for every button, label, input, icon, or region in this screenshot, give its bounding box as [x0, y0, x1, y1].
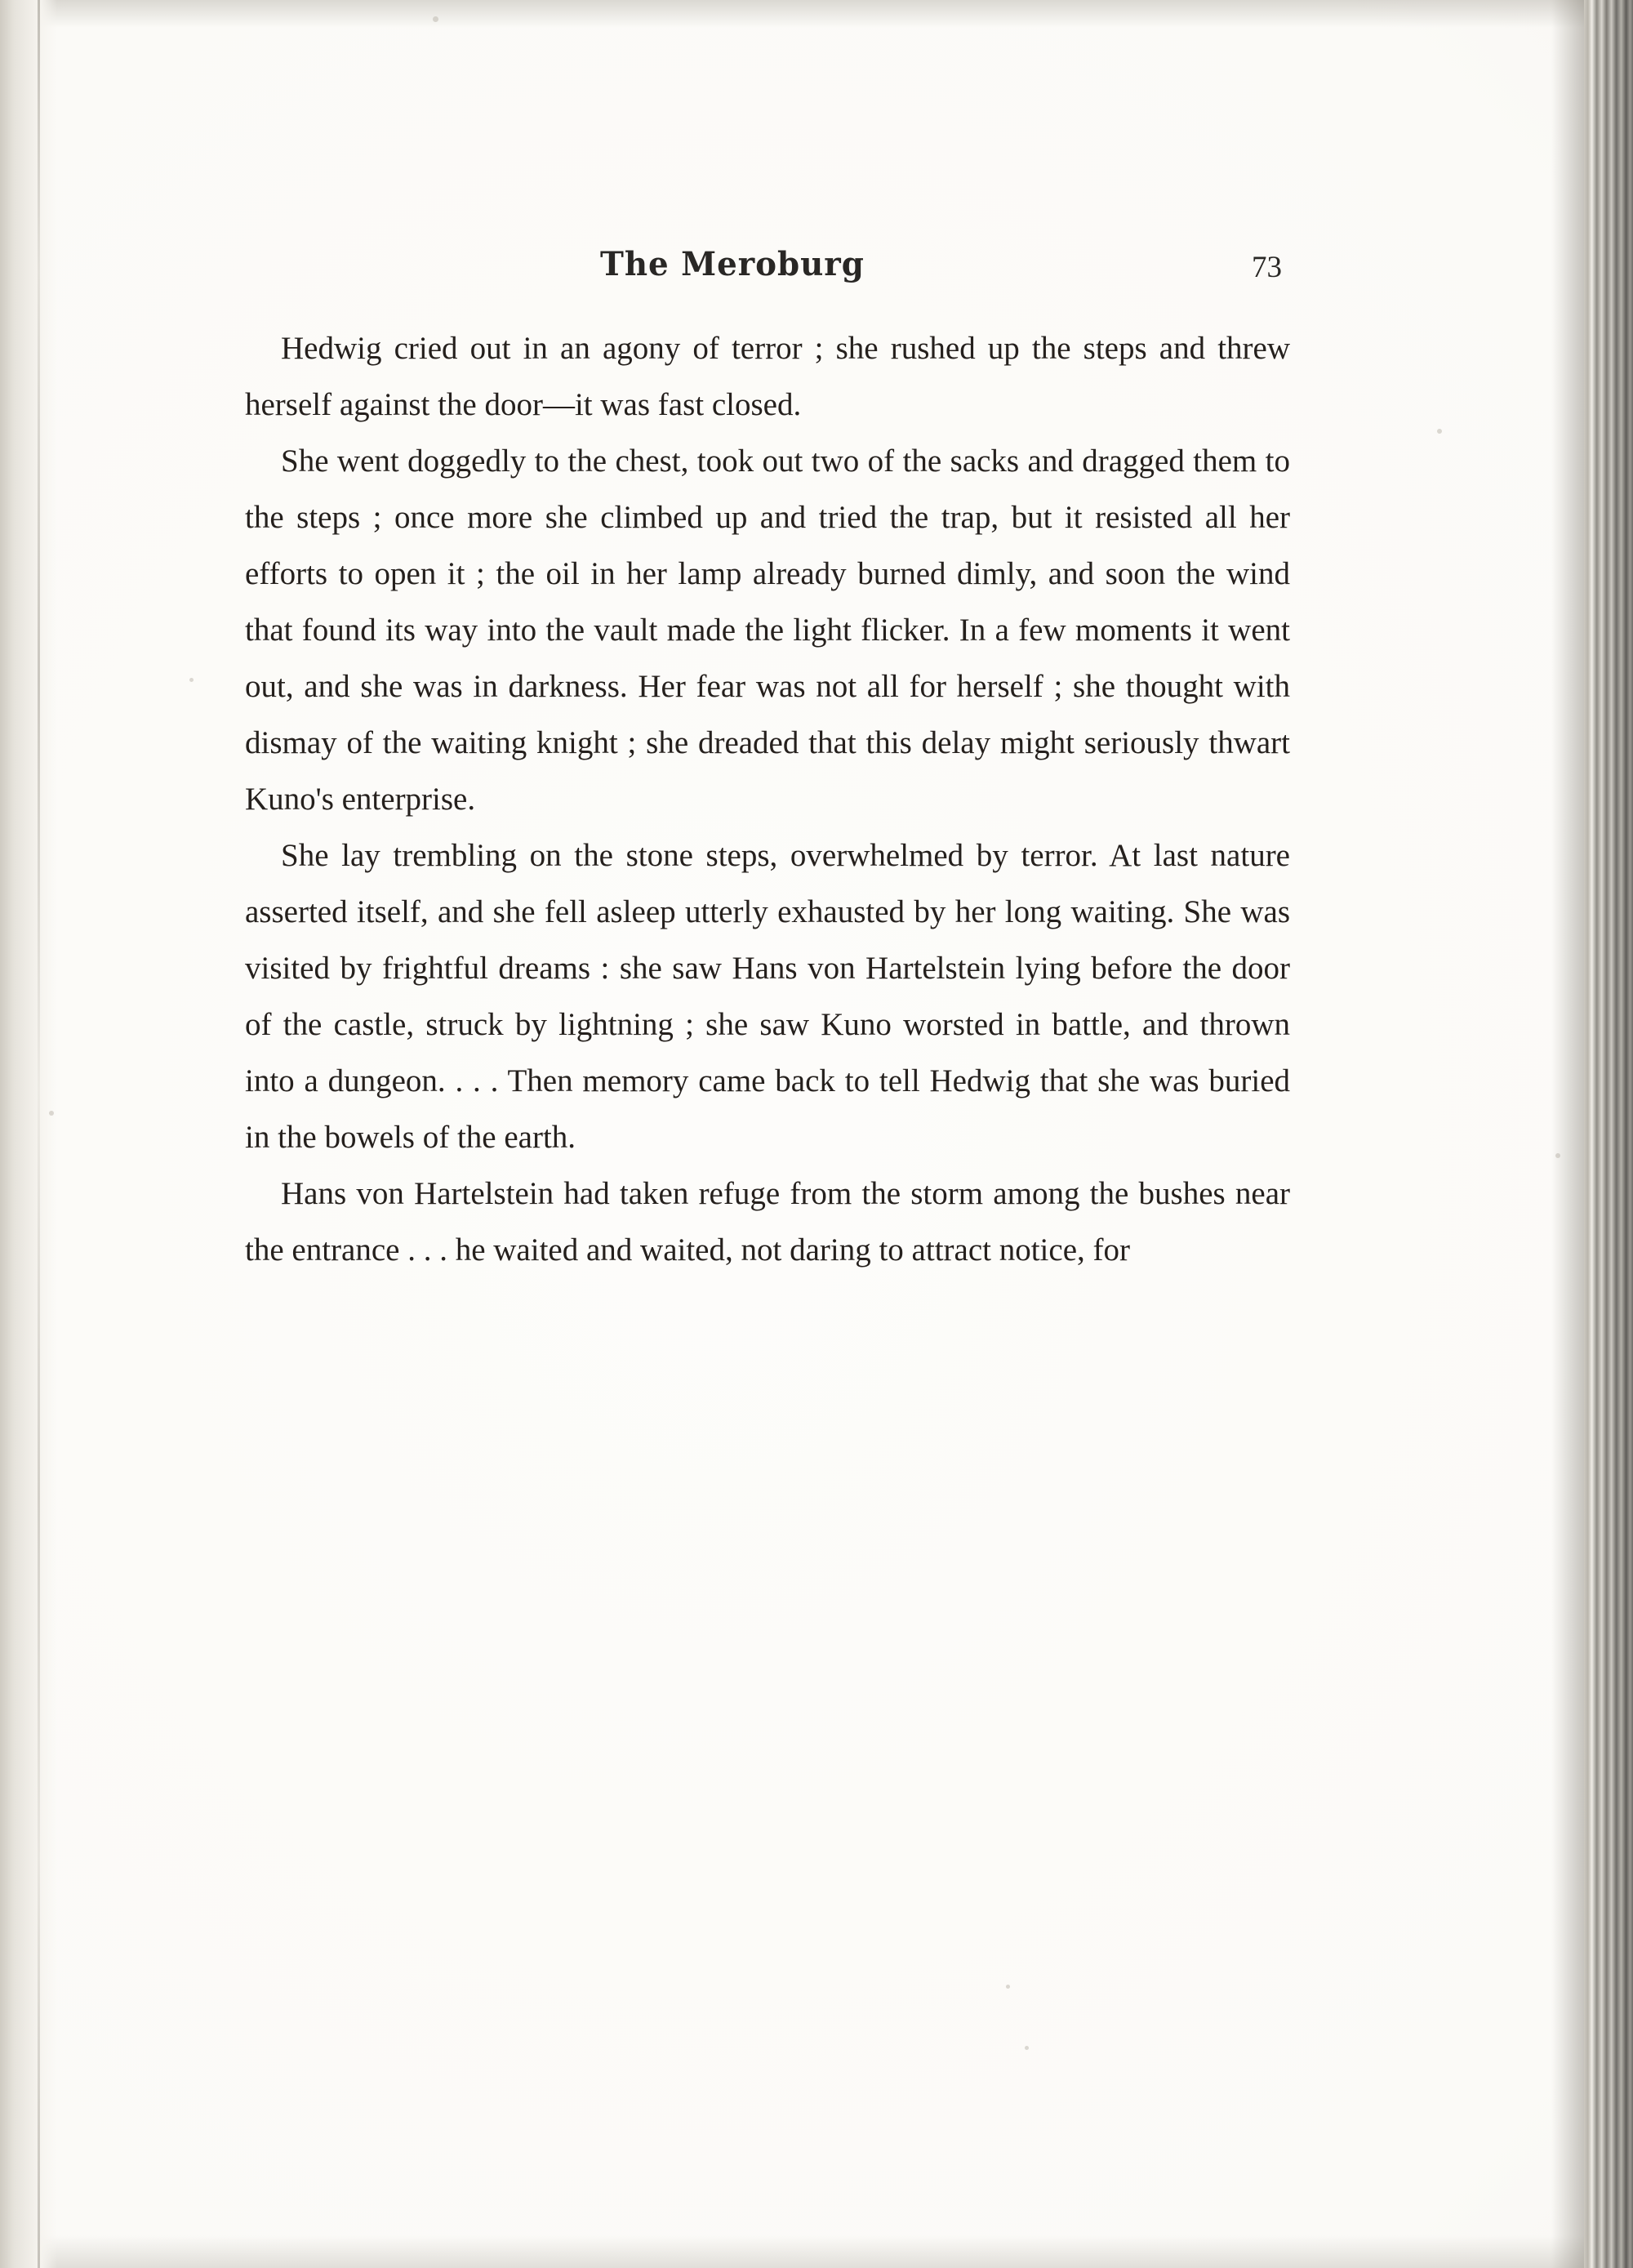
page-number: 73: [1252, 251, 1282, 284]
page-left-edge-crease: [38, 0, 40, 2268]
binding-shadow: [1551, 0, 1584, 2268]
scan-speck: [189, 678, 194, 682]
paragraph: Hedwig cried out in an agony of terror ; she rushed up the steps and threw herself against the door—it was fast closed.: [245, 331, 1290, 422]
paragraph: She went doggedly to the chest, took out two of the sacks and dragged them to the steps ; once more she climbed up and tried the trap, but it resisted all her efforts to open it ; the oil in her lamp already burned dimly, and soon the wind that found its way into the vault made the light flicker. In a few moments it went out, and she was in darkness. Her fear was not all for herself ; she thought with dismay of the waiting knight ; she dreaded that this delay might seriously thwart Kuno's enterprise.: [245, 443, 1290, 817]
scan-speck: [1437, 429, 1442, 434]
scan-speck: [1025, 2046, 1029, 2050]
page-left-edge-shadow: [0, 0, 57, 2268]
book-page-block: [1584, 0, 1633, 2268]
scan-speck: [1555, 1153, 1560, 1158]
page-bottom-edge-shadow: [0, 2235, 1584, 2268]
page-content: [245, 245, 1290, 1278]
paragraph: She lay trembling on the stone steps, overwhelmed by terror. At last nature asserted itself, and she fell asleep utterly exhausted by her long waiting. She was visited by frightful dreams : she saw Hans von Hartelstein lying before the door of the castle, struck by lightning ; she saw Kuno worsted in battle, and thrown into a dungeon. . . . Then memory came back to tell Hedwig that she was buried in the bowels of the earth.: [245, 838, 1290, 1155]
running-head-title: The Meroburg: [600, 245, 865, 283]
page-header: [245, 245, 1290, 302]
paragraph: Hans von Hartelstein had taken refuge from the storm among the bushes near the entrance . . . he waited and waited, not daring to attract notice, for: [245, 1176, 1290, 1268]
scan-speck: [49, 1111, 54, 1116]
page-top-edge-shadow: [0, 0, 1584, 28]
scan-speck: [433, 16, 438, 22]
scan-speck: [1006, 1985, 1010, 1989]
